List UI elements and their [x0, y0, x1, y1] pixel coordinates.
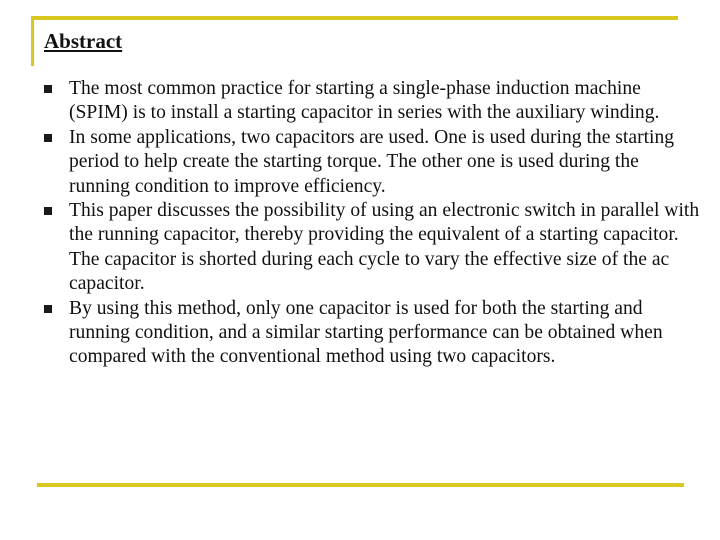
bullet-item — [42, 126, 702, 199]
square-bullet-icon — [44, 85, 52, 93]
bullet-item — [42, 297, 702, 370]
bottom-frame-line — [37, 483, 684, 487]
bullet-text: In some applications, two capacitors are used. One is used during the starting period to help create the starting torque. The other one is used during the running condition to improve efficiency. — [69, 126, 675, 197]
bullet-text: The most common practice for starting a single-phase induction machine (SPIM) is to install a starting capacitor in series with the auxiliary winding. — [69, 78, 660, 124]
bullet-text: This paper discusses the possibility of using an electronic switch in parallel with the running capacitor, thereby providing the equivalent of a starting capacitor. The capacitor is shorted during each cycle to vary the effective size of the ac capacitor. — [69, 200, 700, 295]
bullet-list — [42, 77, 702, 370]
left-frame-line — [31, 16, 34, 66]
bullet-item — [42, 199, 702, 297]
bullet-text: By using this method, only one capacitor is used for both the starting and running condition, and a similar starting performance can be obtained when compared with the conventional method using two capacitors. — [69, 297, 663, 368]
square-bullet-icon — [44, 305, 52, 313]
square-bullet-icon — [44, 134, 52, 142]
square-bullet-icon — [44, 207, 52, 215]
slide-title: Abstract — [44, 29, 123, 53]
top-frame-line — [31, 16, 678, 20]
bullet-item — [42, 77, 702, 126]
